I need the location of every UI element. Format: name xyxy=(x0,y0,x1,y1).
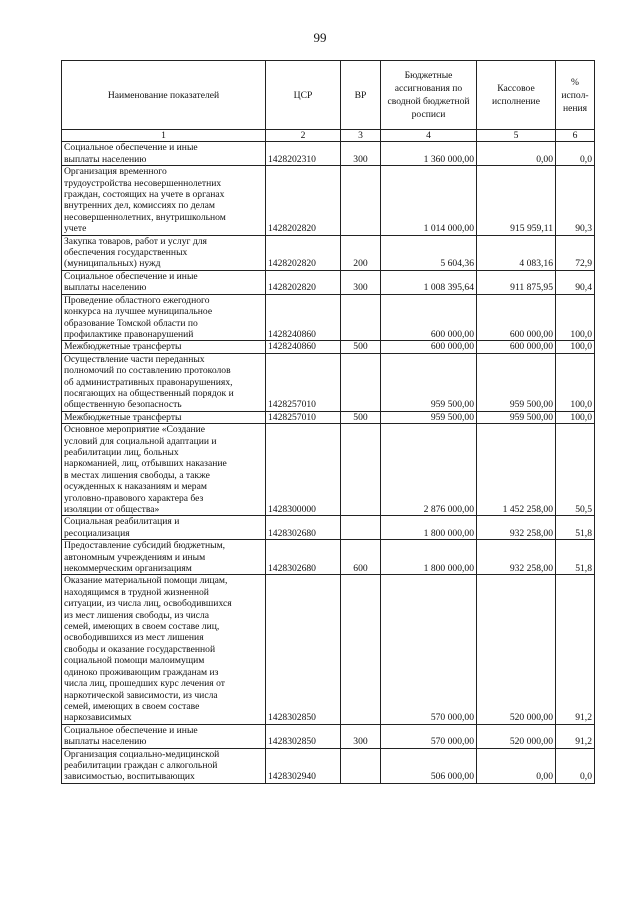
budget-amount: 959 500,00 xyxy=(381,353,477,411)
header-cash: Кассовое исполнение xyxy=(477,61,556,130)
column-number: 6 xyxy=(556,130,595,142)
csr-code: 1428202820 xyxy=(266,166,341,235)
cash-amount: 4 083,16 xyxy=(477,235,556,270)
header-csr: ЦСР xyxy=(266,61,341,130)
vr-code: 300 xyxy=(341,142,381,166)
execution-percent: 91,2 xyxy=(556,724,595,748)
cash-amount: 932 258,00 xyxy=(477,516,556,540)
table-row xyxy=(62,540,595,575)
cash-amount: 0,00 xyxy=(477,142,556,166)
cash-amount: 600 000,00 xyxy=(477,294,556,341)
vr-code xyxy=(341,294,381,341)
table-row xyxy=(62,748,595,783)
budget-amount: 1 008 395,64 xyxy=(381,270,477,294)
header-name: Наименование показателей xyxy=(62,61,266,130)
csr-code: 1428302680 xyxy=(266,516,341,540)
indicator-name: Организация временного трудоустройства несовершеннолетних граждан, состоящих на учете в органах внутренних дел, комиссиях по делам несовершеннолетних, внутришкольном учете xyxy=(62,166,266,235)
budget-amount: 2 876 000,00 xyxy=(381,424,477,516)
execution-percent: 100,0 xyxy=(556,341,595,353)
execution-percent: 72,9 xyxy=(556,235,595,270)
header-vr: ВР xyxy=(341,61,381,130)
csr-code: 1428257010 xyxy=(266,411,341,423)
cash-amount: 959 500,00 xyxy=(477,411,556,423)
execution-percent: 100,0 xyxy=(556,294,595,341)
cash-amount: 959 500,00 xyxy=(477,353,556,411)
column-number: 5 xyxy=(477,130,556,142)
csr-code: 1428257010 xyxy=(266,353,341,411)
header-percent: % испол-нения xyxy=(556,61,595,130)
execution-percent: 50,5 xyxy=(556,424,595,516)
indicator-name: Организация социально-медицинской реабилитации граждан с алкогольной зависимостью, воспитывающих xyxy=(62,748,266,783)
vr-code: 600 xyxy=(341,540,381,575)
cash-amount: 520 000,00 xyxy=(477,575,556,724)
budget-execution-table xyxy=(61,60,595,784)
column-number: 2 xyxy=(266,130,341,142)
execution-percent: 90,3 xyxy=(556,166,595,235)
table-row xyxy=(62,235,595,270)
vr-code xyxy=(341,748,381,783)
indicator-name: Осуществление части переданных полномочий по составлению протоколов об административных правонарушениях, посягающих на общественный порядок и общественную безопасность xyxy=(62,353,266,411)
budget-amount: 600 000,00 xyxy=(381,294,477,341)
header-budget: Бюджетные ассигнования по сводной бюджетной росписи xyxy=(381,61,477,130)
table-row xyxy=(62,294,595,341)
indicator-name: Оказание материальной помощи лицам, находящимся в трудной жизненной ситуации, из числа лиц, освободившихся из мест лишения свободы, из числа семей, имеющих в своем составе лиц, освободившихся из мест лишения свободы и оказание государственной социальной помощи малоимущим одиноко проживающим гражданам из числа лиц, прошедших курс лечения от наркотической зависимости, из числа семей, имеющих в своем составе наркозависимых xyxy=(62,575,266,724)
table-row xyxy=(62,270,595,294)
indicator-name: Предоставление субсидий бюджетным, автономным учреждениям и иным некоммерческим организациям xyxy=(62,540,266,575)
indicator-name: Социальное обеспечение и иные выплаты населению xyxy=(62,142,266,166)
vr-code: 300 xyxy=(341,724,381,748)
budget-amount: 570 000,00 xyxy=(381,724,477,748)
table-row xyxy=(62,516,595,540)
vr-code xyxy=(341,166,381,235)
table-row xyxy=(62,724,595,748)
table-row xyxy=(62,424,595,516)
csr-code: 1428202820 xyxy=(266,270,341,294)
execution-percent: 100,0 xyxy=(556,353,595,411)
indicator-name: Основное мероприятие «Создание условий для социальной адаптации и реабилитации лиц, больных наркоманией, лиц, отбывших наказание в местах лишения свободы, а также осужденных к наказаниям и мерам уголовно-правового характера без изоляции от общества» xyxy=(62,424,266,516)
csr-code: 1428302940 xyxy=(266,748,341,783)
csr-code: 1428240860 xyxy=(266,341,341,353)
csr-code: 1428302850 xyxy=(266,724,341,748)
execution-percent: 0,0 xyxy=(556,748,595,783)
indicator-name: Межбюджетные трансферты xyxy=(62,341,266,353)
csr-code: 1428300000 xyxy=(266,424,341,516)
vr-code xyxy=(341,575,381,724)
cash-amount: 932 258,00 xyxy=(477,540,556,575)
csr-code: 1428240860 xyxy=(266,294,341,341)
indicator-name: Социальное обеспечение и иные выплаты населению xyxy=(62,724,266,748)
table-row xyxy=(62,575,595,724)
column-number: 4 xyxy=(381,130,477,142)
execution-percent: 91,2 xyxy=(556,575,595,724)
indicator-name: Проведение областного ежегодного конкурса на лучшее муниципальное образование Томской области по профилактике правонарушений xyxy=(62,294,266,341)
csr-code: 1428202310 xyxy=(266,142,341,166)
page-number: 99 xyxy=(313,30,327,45)
vr-code xyxy=(341,516,381,540)
column-number: 1 xyxy=(62,130,266,142)
budget-amount: 1 800 000,00 xyxy=(381,540,477,575)
vr-code: 300 xyxy=(341,270,381,294)
table-row xyxy=(62,142,595,166)
cash-amount: 1 452 258,00 xyxy=(477,424,556,516)
cash-amount: 915 959,11 xyxy=(477,166,556,235)
budget-amount: 570 000,00 xyxy=(381,575,477,724)
table-header-row xyxy=(62,61,595,130)
vr-code: 200 xyxy=(341,235,381,270)
indicator-name: Закупка товаров, работ и услуг для обеспечения государственных (муниципальных) нужд xyxy=(62,235,266,270)
vr-code: 500 xyxy=(341,341,381,353)
budget-amount: 5 604,36 xyxy=(381,235,477,270)
execution-percent: 51,8 xyxy=(556,516,595,540)
cash-amount: 520 000,00 xyxy=(477,724,556,748)
cash-amount: 911 875,95 xyxy=(477,270,556,294)
table-row xyxy=(62,341,595,353)
vr-code: 500 xyxy=(341,411,381,423)
vr-code xyxy=(341,424,381,516)
budget-amount: 959 500,00 xyxy=(381,411,477,423)
budget-amount: 1 014 000,00 xyxy=(381,166,477,235)
budget-amount: 1 800 000,00 xyxy=(381,516,477,540)
column-number-row xyxy=(62,130,595,142)
execution-percent: 100,0 xyxy=(556,411,595,423)
csr-code: 1428302850 xyxy=(266,575,341,724)
cash-amount: 600 000,00 xyxy=(477,341,556,353)
indicator-name: Социальная реабилитация и ресоциализация xyxy=(62,516,266,540)
budget-amount: 506 000,00 xyxy=(381,748,477,783)
budget-amount: 1 360 000,00 xyxy=(381,142,477,166)
execution-percent: 51,8 xyxy=(556,540,595,575)
column-number: 3 xyxy=(341,130,381,142)
cash-amount: 0,00 xyxy=(477,748,556,783)
csr-code: 1428302680 xyxy=(266,540,341,575)
table-row xyxy=(62,411,595,423)
indicator-name: Социальное обеспечение и иные выплаты населению xyxy=(62,270,266,294)
csr-code: 1428202820 xyxy=(266,235,341,270)
table-row xyxy=(62,166,595,235)
table-row xyxy=(62,353,595,411)
execution-percent: 0,0 xyxy=(556,142,595,166)
execution-percent: 90,4 xyxy=(556,270,595,294)
indicator-name: Межбюджетные трансферты xyxy=(62,411,266,423)
budget-amount: 600 000,00 xyxy=(381,341,477,353)
vr-code xyxy=(341,353,381,411)
